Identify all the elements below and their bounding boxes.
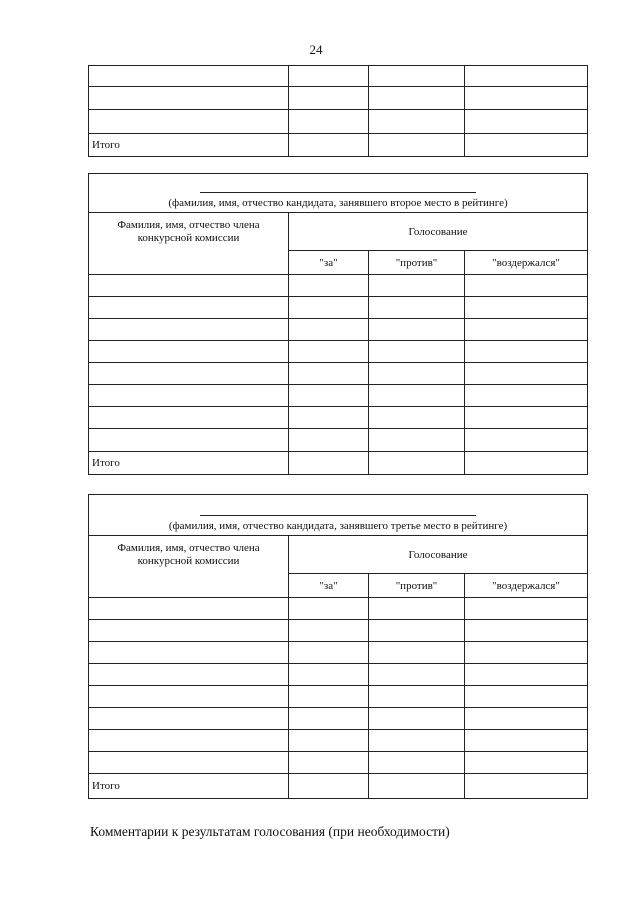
candidate-name-line [200, 515, 476, 516]
voting-comments-label: Комментарии к результатам голосования (при необходимости) [90, 824, 450, 839]
total-row [89, 774, 588, 799]
vote-for-header: "за" [289, 251, 369, 275]
table-row [89, 730, 588, 752]
table-row [89, 407, 588, 429]
total-label: Итого [89, 134, 289, 157]
member-column-header: Фамилия, имя, отчество члена конкурсной комиссии [89, 536, 289, 598]
total-label: Итого [89, 774, 289, 799]
vote-for-header: "за" [289, 574, 369, 598]
candidate-name-line [200, 192, 476, 193]
voting-header: Голосование [289, 536, 588, 574]
total-row [89, 134, 588, 157]
table-row [89, 87, 588, 110]
candidate-caption-cell [89, 495, 588, 536]
vote-against-header: "против" [369, 574, 465, 598]
voting-header: Голосование [289, 213, 588, 251]
table-row [89, 385, 588, 407]
table-row [89, 363, 588, 385]
total-label: Итого [89, 452, 289, 475]
table-row [89, 642, 588, 664]
table-row [89, 598, 588, 620]
total-row [89, 452, 588, 475]
page-number: 24 [309, 42, 323, 57]
candidate-caption: (фамилия, имя, отчество кандидата, занявшего третье место в рейтинге) [168, 520, 508, 532]
table-row [89, 752, 588, 774]
table-row [89, 664, 588, 686]
table-row [89, 708, 588, 730]
table-row [89, 341, 588, 363]
table-row [89, 297, 588, 319]
vote-against-header: "против" [369, 251, 465, 275]
vote-abstained-header: "воздержался" [465, 251, 588, 275]
table-row [89, 686, 588, 708]
voting-table-second-place [88, 173, 588, 475]
table-row [89, 429, 588, 452]
vote-abstained-header: "воздержался" [465, 574, 588, 598]
table-row [89, 319, 588, 341]
candidate-caption: (фамилия, имя, отчество кандидата, занявшего второе место в рейтинге) [168, 197, 508, 209]
table-row [89, 66, 588, 87]
member-column-header: Фамилия, имя, отчество члена конкурсной комиссии [89, 213, 289, 275]
candidate-caption-cell [89, 174, 588, 213]
table-row [89, 110, 588, 134]
table-row [89, 275, 588, 297]
voting-table-third-place [88, 494, 588, 799]
voting-table-first-continued [88, 65, 588, 157]
table-row [89, 620, 588, 642]
